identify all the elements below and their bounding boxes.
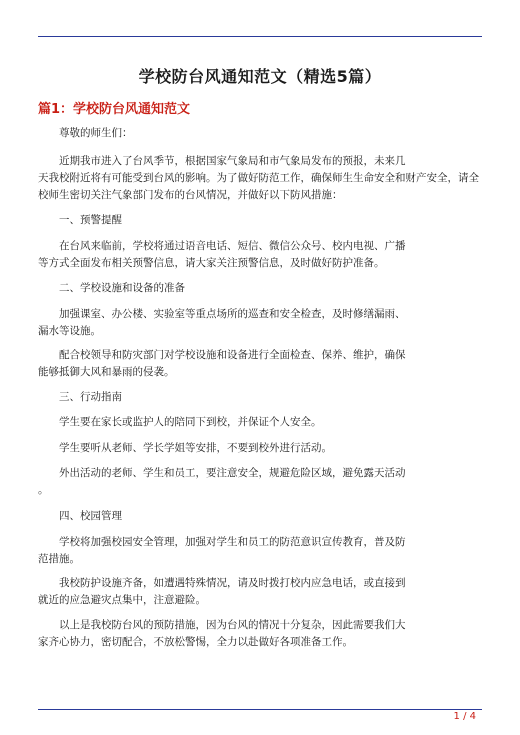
text-line: 能够抵御大风和暴雨的侵袭。: [38, 366, 175, 378]
subheading-campus: [38, 508, 482, 525]
text-line: 。: [38, 484, 49, 496]
text-line: 我校防护设施齐备，如遭遇特殊情况，请及时拨打校内应急电话，或直接到: [59, 577, 406, 589]
subheading-facilities: [38, 280, 482, 297]
subheading-warning: [38, 212, 482, 229]
text-line: 学生要听从老师、学长学姐等安排，不要到校外进行活动。: [59, 442, 332, 454]
warning-paragraph: [38, 238, 482, 272]
page-indicator: 1 / 4: [453, 711, 476, 722]
closing-paragraph: [38, 617, 482, 651]
salutation-paragraph: [38, 125, 482, 142]
campus-paragraph-2: [38, 575, 482, 609]
text-line: 学生要在家长或监护人的陪同下到校，并保证个人安全。: [59, 416, 322, 428]
text-line: 在台风来临前，学校将通过语音电话、短信、微信公众号、校内电视、广播: [59, 240, 406, 252]
text-line: 二、学校设施和设备的准备: [59, 282, 185, 294]
intro-paragraph: [38, 153, 482, 204]
text-line: 近期我市进入了台风季节，根据国家气象局和市气象局发布的预报，未来几: [59, 155, 406, 167]
text-line: 三、行动指南: [59, 391, 122, 403]
text-line: 就近的应急避灾点集中，注意避险。: [38, 594, 206, 606]
footer-rule: [38, 709, 482, 710]
text-line: 范措施。: [38, 553, 80, 565]
document-title: 学校防台风通知范文（精选5篇）: [138, 67, 382, 86]
text-line: 尊敬的师生们：: [59, 127, 133, 139]
text-line: 学校将加强校园安全管理，加强对学生和员工的防范意识宣传教育，普及防: [59, 536, 406, 548]
header-rule: [38, 36, 482, 37]
text-line: 校师生密切关注气象部门发布的台风情况，并做好以下防风措施：: [38, 189, 343, 201]
subheading-guidelines: [38, 389, 482, 406]
guideline-paragraph-1: [38, 414, 482, 431]
campus-paragraph-1: [38, 534, 482, 568]
text-line: 加强课室、办公楼、实验室等重点场所的巡查和安全检查，及时修缮漏雨、: [59, 308, 406, 320]
guideline-paragraph-3: [38, 465, 482, 499]
text-line: 一、预警提醒: [59, 214, 122, 226]
text-line: 外出活动的老师、学生和员工，要注意安全，规避危险区域，避免露天活动: [59, 467, 406, 479]
text-line: 等方式全面发布相关预警信息，请大家关注预警信息，及时做好防护准备。: [38, 257, 385, 269]
facilities-paragraph-2: [38, 347, 482, 381]
text-line: 配合校领导和防灾部门对学校设施和设备进行全面检查、保养、维护，确保: [59, 349, 406, 361]
facilities-paragraph-1: [38, 306, 482, 340]
section-heading: 篇1：学校防台风通知范文: [38, 102, 191, 117]
text-line: 以上是我校防台风的预防措施，因为台风的情况十分复杂，因此需要我们大: [59, 619, 406, 631]
text-line: 天我校附近将有可能受到台风的影响。为了做好防范工作，确保师生生命安全和财产安全，请全: [38, 172, 479, 184]
text-line: 漏水等设施。: [38, 325, 101, 337]
guideline-paragraph-2: [38, 440, 482, 457]
text-line: 四、校园管理: [59, 510, 122, 522]
text-line: 家齐心协力，密切配合，不放松警惕，全力以赴做好各项准备工作。: [38, 636, 353, 648]
